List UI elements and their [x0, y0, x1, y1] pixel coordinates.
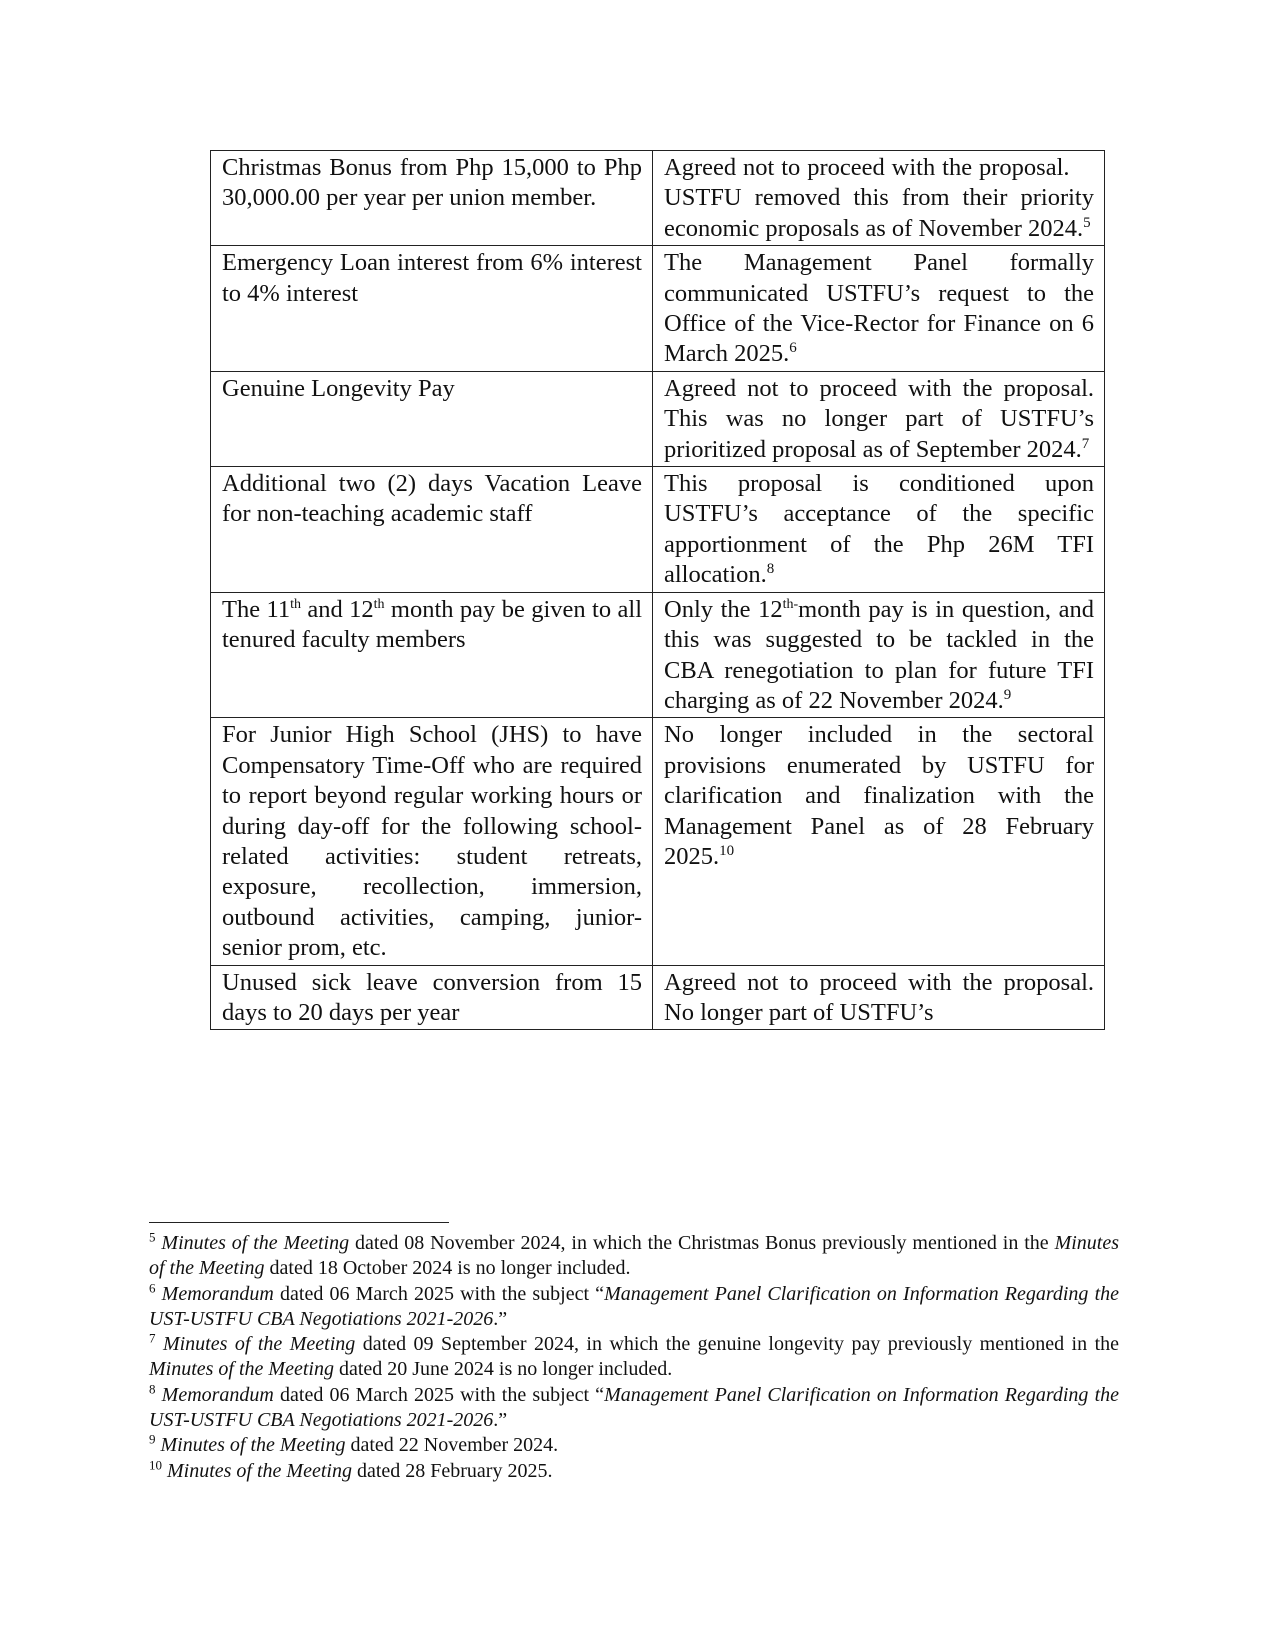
footnote-text: dated 06 March 2025 with the subject “ [273, 1282, 605, 1305]
footnote-ref[interactable]: 8 [766, 561, 775, 578]
footnote-text: dated 28 February 2025. [351, 1459, 553, 1482]
footnote-separator [149, 1222, 449, 1223]
status-text [664, 968, 1094, 1029]
text-segment: For Junior High School (JHS) to have Compensatory Time-Off who are required to report beyond regular working hours or during day-off for the following school-related activities: student retreats, exposure, recollection, immersion, outbound activities, camping, junior-senior prom, etc. [222, 721, 642, 962]
table-row [211, 718, 1105, 965]
text-segment: and 12 [300, 595, 374, 623]
status-cell [653, 151, 1105, 246]
table-row [211, 467, 1105, 593]
proposal-cell [211, 965, 653, 1030]
text-segment: Genuine Longevity Pay [222, 374, 455, 402]
text-segment: month pay be given to all tenured faculty members [222, 595, 642, 654]
proposal-cell [211, 371, 653, 466]
status-text [664, 469, 1094, 591]
citation-title: Minutes of the Meeting [162, 1333, 356, 1356]
status-text [664, 248, 1094, 370]
status-cell [653, 467, 1105, 593]
proposal-text [222, 248, 642, 309]
status-text [664, 153, 1094, 244]
status-text [664, 595, 1094, 717]
table-row [211, 246, 1105, 372]
table-row [211, 592, 1105, 718]
text-segment: The 11 [222, 595, 291, 623]
proposal-cell [211, 151, 653, 246]
text-segment: month pay is in question, and this was suggested to be tackled in the CBA renegotiation to plan for future TFI charging as of 22 November 2024. [664, 595, 1094, 714]
footnote-ref[interactable]: 6 [789, 340, 797, 357]
text-segment: No longer included in the sectoral provisions enumerated by USTFU for clarification and finalization with the Management Panel as of 28 February 2025. [664, 721, 1094, 870]
footnote-ref[interactable]: 10 [719, 842, 735, 859]
footnote-ref[interactable]: 7 [1081, 435, 1090, 452]
citation-title: Minutes of the Meeting [149, 1232, 1120, 1280]
status-cell [653, 965, 1105, 1030]
proposal-text [222, 720, 642, 963]
status-cell [653, 371, 1105, 466]
text-segment: Emergency Loan interest from 6% interest to 4% interest [222, 249, 642, 307]
footnote-text: .” [493, 1409, 508, 1432]
text-segment: Only the 12 [664, 595, 783, 623]
text-segment: Agreed not to proceed with the proposal. USTFU removed this from their priority economic proposals as of November 2024. [664, 154, 1094, 242]
text-segment: This proposal is conditioned upon USTFU’s acceptance of the specific apportionment of the Php 26M TFI allocation. [664, 470, 1094, 589]
text-segment: Additional two (2) days Vacation Leave for non-teaching academic staff [222, 470, 642, 528]
table-row [211, 965, 1105, 1030]
text-segment: Christmas Bonus from Php 15,000 to Php 30,000.00 per year per union member. [222, 154, 642, 212]
proposal-text [222, 968, 642, 1029]
proposal-text [222, 595, 642, 656]
ordinal-suffix: th [373, 596, 385, 612]
footnote-number: 9 [149, 1431, 156, 1447]
table-row [211, 371, 1105, 466]
status-text [664, 374, 1094, 465]
ordinal-suffix: th [290, 596, 301, 612]
footnote-text: dated 09 September 2024, in which the genuine longevity pay previously mentioned in the [355, 1333, 1120, 1356]
status-text [664, 720, 1094, 872]
footnote-text: dated 06 March 2025 with the subject “ [273, 1383, 605, 1406]
footnote-number: 10 [149, 1457, 162, 1473]
citation-title: Management Panel Clarification on Information Regarding the UST-USTFU CBA Negotiations 2021-2026 [149, 1383, 1120, 1432]
footnote-text: dated 20 June 2024 is no longer included. [333, 1358, 673, 1381]
footnote-text: dated 08 November 2024, in which the Christmas Bonus previously mentioned in the [349, 1232, 1055, 1254]
proposal-text [222, 469, 642, 530]
proposal-text [222, 153, 642, 214]
footnote [149, 1231, 1119, 1282]
footnote [149, 1383, 1119, 1434]
footnote-number: 6 [149, 1279, 156, 1295]
proposal-cell [211, 592, 653, 718]
footnote-number: 5 [149, 1229, 156, 1245]
proposal-cell [211, 246, 653, 372]
citation-title: Minutes of the Meeting [161, 1232, 350, 1254]
citation-title: Memorandum [161, 1282, 274, 1305]
proposal-cell [211, 718, 653, 965]
footnotes [149, 1231, 1119, 1484]
citation-title: Minutes of the Meeting [149, 1358, 334, 1381]
footnote-text: dated 18 October 2024 is no longer included. [264, 1257, 631, 1280]
footnote [149, 1459, 1119, 1484]
ordinal-suffix: th- [782, 596, 799, 612]
footnote [149, 1433, 1119, 1458]
text-segment: Agreed not to proceed with the proposal. No longer part of USTFU’s [664, 968, 1094, 1026]
citation-title: Memorandum [161, 1383, 274, 1406]
text-segment: Agreed not to proceed with the proposal. This was no longer part of USTFU’s prioritized proposal as of September 2024. [664, 374, 1094, 463]
status-cell [653, 246, 1105, 372]
text-segment: The Management Panel formally communicated USTFU’s request to the Office of the Vice-Rector for Finance on 6 March 2025. [664, 249, 1094, 368]
footnote-number: 7 [149, 1330, 156, 1346]
footnote-text: .” [493, 1307, 508, 1330]
citation-title: Minutes of the Meeting [167, 1459, 352, 1482]
proposal-cell [211, 467, 653, 593]
status-cell [653, 718, 1105, 965]
text-segment: Unused sick leave conversion from 15 days to 20 days per year [222, 968, 642, 1026]
proposal-text [222, 374, 642, 404]
proposals-table-body [211, 151, 1105, 1030]
citation-title: Management Panel Clarification on Information Regarding the UST-USTFU CBA Negotiations 2021-2026 [149, 1282, 1120, 1330]
footnote [149, 1332, 1119, 1383]
footnote-ref[interactable]: 5 [1083, 214, 1091, 231]
status-cell [653, 592, 1105, 718]
proposals-table [210, 150, 1105, 1030]
footnote-ref[interactable]: 9 [1003, 686, 1012, 703]
citation-title: Minutes of the Meeting [160, 1434, 346, 1457]
footnote-text: dated 22 November 2024. [345, 1434, 559, 1457]
table-row [211, 151, 1105, 246]
footnote [149, 1279, 1120, 1333]
footnote-number: 8 [149, 1381, 156, 1397]
